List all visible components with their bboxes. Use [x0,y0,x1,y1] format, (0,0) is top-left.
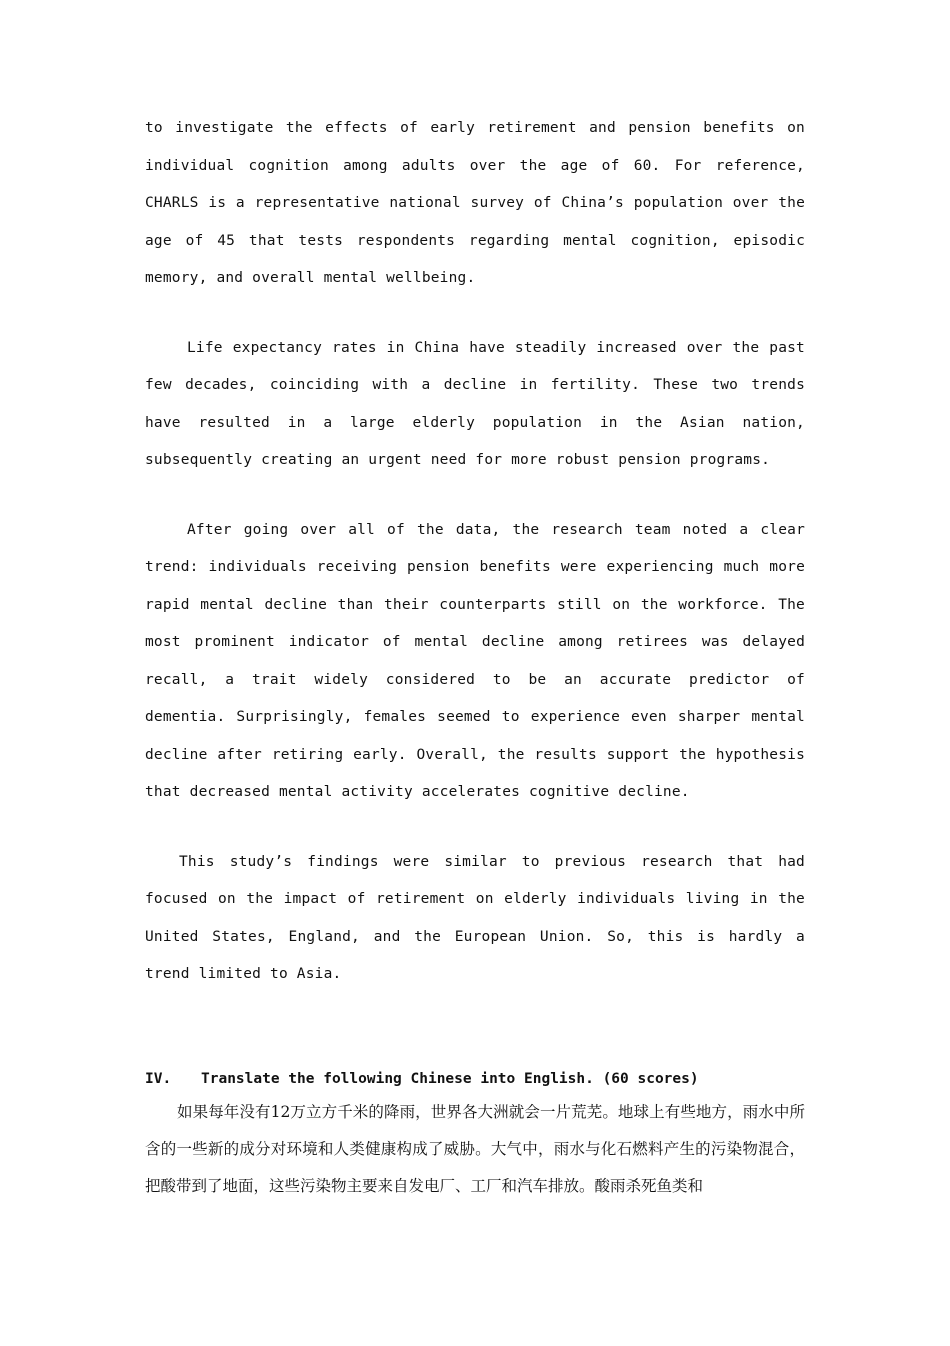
paragraph-research-findings: After going over all of the data, the research team noted a clear trend: individuals receiving pension benefits were experiencing much more rapid mental decline than their counterparts still on the workforce. The most prominent indicator of mental decline among retirees was delayed recall, a trait widely considered to be an accurate predictor of dementia. Surprisingly, females seemed to experience even sharper mental decline after retiring early. Overall, the results support the hypothesis that decreased mental activity accelerates cognitive decline. [145,521,805,800]
chinese-passage: 如果每年没有12万立方千米的降雨，世界各大洲就会一片荒芜。地球上有些地方，雨水中所含的一些新的成分对环境和人类健康构成了威胁。大气中，雨水与化石燃料产生的污染物混合，把酸带到了地面，这些污染物主要来自发电厂、工厂和汽车排放。酸雨杀死鱼类和 [145,1102,805,1195]
section-gap [145,994,805,1064]
paragraph-gap [145,298,805,330]
paragraph-intro: to investigate the effects of early retirement and pension benefits on individual cognition among adults over the age of 60. For reference, CHARLS is a representative national survey of China’s population over the age of 45 that tests respondents regarding mental cognition, episodic memory, and overall mental wellbeing. [145,120,805,286]
paragraph-gap [145,480,805,512]
section-heading [145,1064,805,1094]
paragraph-gap [145,812,805,844]
paragraph-similar-research: This study’s findings were similar to previous research that had focused on the impact of retirement on elderly individuals living in the United States, England, and the European Union. So, this is hardly a trend limited to Asia. [145,853,805,982]
section-title: Translate the following Chinese into English. (60 scores) [201,1070,699,1087]
document-page [145,110,805,1205]
section-number: IV. [145,1070,172,1087]
paragraph-life-expectancy: Life expectancy rates in China have steadily increased over the past few decades, coinciding with a decline in fertility. These two trends have resulted in a large elderly population in the Asian nation, subsequently creating an urgent need for more robust pension programs. [145,339,805,468]
